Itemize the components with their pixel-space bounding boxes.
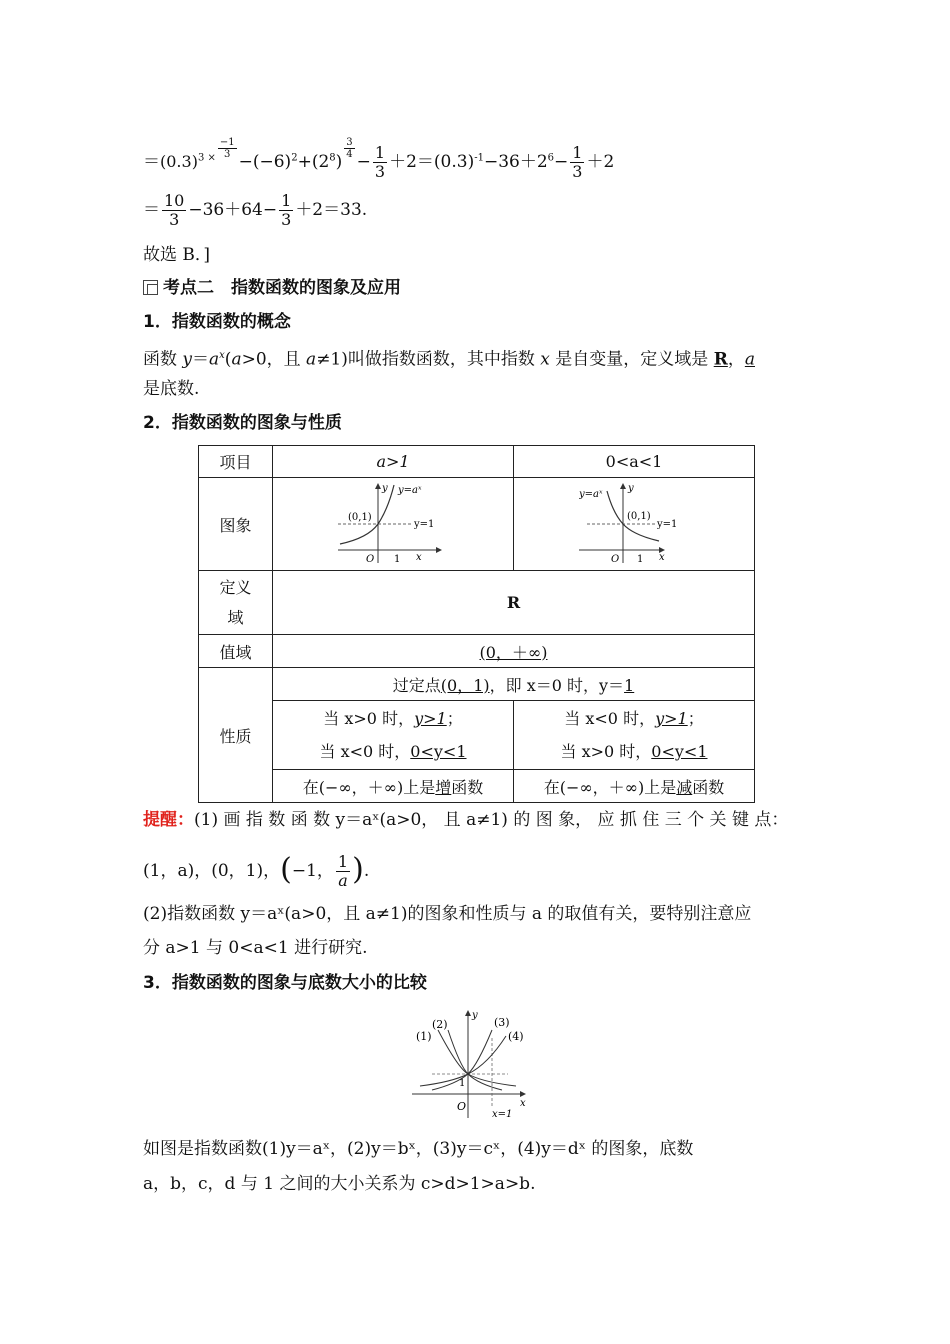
equals: ＝ [143, 152, 160, 172]
range-value [273, 635, 755, 668]
def-text: >0，且 [241, 349, 307, 370]
term: − [554, 152, 569, 172]
exponent: 2 [291, 152, 298, 164]
prop-text: 当 x<0 时， [319, 742, 411, 761]
definition-line-2: 是底数. [143, 379, 200, 399]
fixed-point-text: 过定点 [392, 675, 441, 695]
y-arrow [465, 1010, 471, 1016]
head-a-lt1-text: 0<a<1 [605, 452, 663, 471]
mono-value: 增 [435, 777, 452, 797]
graph-increasing [338, 483, 448, 565]
term: ＋2＝33. [295, 200, 368, 220]
curve-label: y=aˣ [398, 485, 422, 496]
prop-value: y>1 [655, 709, 688, 728]
conclusion: 故选 B．] [143, 245, 211, 265]
fixed-point-text: ，即 x＝0 时，y＝ [489, 675, 625, 695]
tip-line-1 [143, 809, 788, 831]
term: −36＋2 [483, 152, 548, 172]
tip-text: . [363, 861, 370, 881]
head-a-lt1 [514, 446, 755, 478]
frac-num: 3 [346, 137, 353, 148]
def-text: ， [727, 349, 745, 370]
row-props: 性质 [199, 668, 273, 803]
section-title-text: 考点二 指数函数的图象及应用 [163, 278, 401, 298]
tick-label: 1 [637, 554, 644, 565]
fraction [336, 853, 350, 890]
tip-line-3: (2)指数函数 y＝aˣ(a>0，且 a≠1)的图象和性质与 a 的取值有关，要特别注意应 [143, 904, 752, 924]
def-var: x [540, 349, 550, 370]
base-2: (2 [311, 152, 330, 172]
x1-label: x=1 [492, 1109, 513, 1120]
frac-den: 4 [346, 149, 353, 160]
domain-value-text: R [506, 593, 521, 612]
label-1: (1) [416, 1030, 432, 1043]
domain-value [273, 571, 755, 635]
fraction [373, 144, 387, 181]
asymptote-label: y=1 [414, 519, 435, 530]
origin-label: O [366, 554, 375, 565]
row-domain-line1: 定义 [219, 577, 252, 597]
head-a-gt1-text: a>1 [376, 452, 410, 471]
paren-close: ) [352, 852, 364, 887]
def-var: a [231, 349, 242, 370]
frac-num: 1 [572, 143, 583, 162]
exponent-fraction [218, 137, 237, 160]
prop-text: 当 x>0 时， [560, 742, 652, 761]
label-3: (3) [494, 1016, 510, 1029]
y-label: y [628, 483, 634, 494]
def-var: y [182, 349, 193, 370]
compare-line-2: a，b，c，d 与 1 之间的大小关系为 c>d>1>a>b. [143, 1174, 536, 1194]
term: ＋2 [586, 152, 615, 172]
exponent: 6 [547, 152, 555, 164]
compare-figure [412, 1008, 532, 1120]
frac-num: 1 [281, 191, 292, 210]
graph-a-gt1-cell [273, 478, 514, 571]
minus: − [356, 152, 371, 172]
mono-a-lt1 [514, 770, 755, 803]
fraction [279, 192, 293, 229]
section-marker-icon [143, 280, 158, 295]
prop-value: 0<y<1 [410, 742, 467, 761]
property-table [198, 445, 755, 803]
def-text: ≠1)叫做指数函数，其中指数 [316, 349, 541, 370]
frac-den: 3 [374, 162, 386, 181]
head-item: 项目 [199, 446, 273, 478]
origin-label: O [611, 554, 620, 565]
mono-text: 在(−∞，＋∞)上是 [543, 777, 677, 797]
label-4: (4) [508, 1030, 524, 1043]
row-graph: 图象 [199, 478, 273, 571]
asymptote-label: y=1 [657, 519, 678, 530]
mono-text: 函数 [451, 777, 484, 797]
frac-num: −1 [219, 137, 235, 148]
y-arrow [620, 483, 626, 489]
tip-text: −1， [291, 861, 334, 881]
fixed-point [273, 668, 755, 701]
x-arrow [520, 1091, 526, 1097]
prop-value: 0<y<1 [651, 742, 708, 761]
x-label: x [659, 552, 665, 563]
exponent: 8 [329, 152, 336, 164]
calc-line-2 [143, 192, 367, 229]
tick-label: 1 [394, 554, 401, 565]
heading-1: 1．指数函数的概念 [143, 312, 291, 332]
x-label: x [416, 552, 422, 563]
mono-text: 函数 [692, 777, 725, 797]
label-2: (2) [432, 1018, 448, 1031]
row-domain [199, 571, 273, 635]
frac-num: 10 [164, 191, 185, 210]
def-var: a [306, 349, 317, 370]
term: ＋2＝(0.3) [389, 152, 475, 172]
exponent: -1 [474, 152, 484, 164]
def-text: 是自变量，定义域是 [549, 349, 714, 370]
term: −(−6) [238, 152, 292, 172]
frac-num: 1 [374, 143, 386, 162]
point-label: (0,1) [627, 511, 651, 522]
tip-text: (1，a)，(0，1)， [143, 861, 281, 881]
fraction [570, 144, 584, 181]
mono-text: 在(−∞，＋∞)上是 [302, 777, 436, 797]
one-label: 1 [459, 1078, 466, 1089]
fixed-point-coord: (0，1) [440, 675, 490, 695]
def-text: ＝ [192, 349, 210, 370]
definition-line-1 [143, 345, 755, 371]
x-label: x [520, 1098, 526, 1109]
exponent-fraction [344, 137, 354, 160]
def-text: 函数 [143, 349, 183, 370]
tip-line-2 [143, 848, 369, 893]
y-label: y [382, 483, 388, 494]
tip-text: (1) 画 指 数 函 数 y＝aˣ(a>0， 且 a≠1) 的 图 象， 应 抓 住 三 个 关 键 点： [194, 810, 789, 830]
paren: ) [335, 152, 343, 172]
equals: ＝ [143, 200, 160, 220]
term: −36＋64− [188, 200, 278, 220]
compare-line-1: 如图是指数函数(1)y＝aˣ，(2)y＝bˣ，(3)y＝cˣ，(4)y＝dˣ 的图象，底数 [143, 1139, 694, 1159]
section-title [143, 277, 401, 299]
frac-den: a [338, 871, 348, 890]
graph-decreasing [579, 483, 689, 565]
prop-value: y>1 [414, 709, 447, 728]
props-a-lt1 [514, 701, 755, 770]
prop-text: ； [446, 709, 463, 728]
paren-open: ( [280, 852, 292, 887]
fixed-point-value: 1 [624, 675, 635, 695]
def-var: a [209, 349, 220, 370]
curve-label: y=aˣ [579, 489, 603, 500]
heading-2: 2．指数函数的图象与性质 [143, 413, 342, 433]
def-text: ( [224, 349, 232, 370]
frac-num: 1 [337, 852, 349, 871]
calc-line-1 [143, 137, 614, 181]
frac-den: 3 [281, 210, 292, 229]
frac-den: 3 [572, 162, 583, 181]
y-arrow [375, 483, 381, 489]
row-range: 值域 [199, 635, 273, 668]
graph-a-lt1-cell [514, 478, 755, 571]
frac-den: 3 [169, 210, 180, 229]
point-label: (0,1) [348, 512, 372, 523]
domain-R: R [713, 349, 728, 370]
props-a-gt1 [273, 701, 514, 770]
range-value-text: (0，＋∞) [479, 642, 548, 662]
prop-text: ； [687, 709, 704, 728]
mono-value: 减 [676, 777, 693, 797]
frac-den: 3 [224, 149, 231, 160]
tip-label: 提醒： [143, 810, 194, 830]
prop-text: 当 x<0 时， [564, 709, 656, 728]
base-0-3: (0.3) [160, 152, 198, 171]
tip-line-4: 分 a>1 与 0<a<1 进行研究. [143, 938, 368, 958]
exponent: 3 × [197, 152, 216, 164]
y-label: y [472, 1010, 478, 1021]
head-a-gt1 [273, 446, 514, 478]
prop-text: 当 x>0 时， [323, 709, 415, 728]
mono-a-gt1 [273, 770, 514, 803]
heading-3: 3．指数函数的图象与底数大小的比较 [143, 973, 427, 993]
origin-label: O [457, 1100, 467, 1113]
def-var: a [744, 349, 755, 370]
x-arrow [436, 547, 442, 553]
def-exp: x [219, 350, 225, 361]
row-domain-line2: 域 [227, 607, 244, 627]
plus: + [297, 152, 312, 172]
fraction [162, 192, 186, 229]
